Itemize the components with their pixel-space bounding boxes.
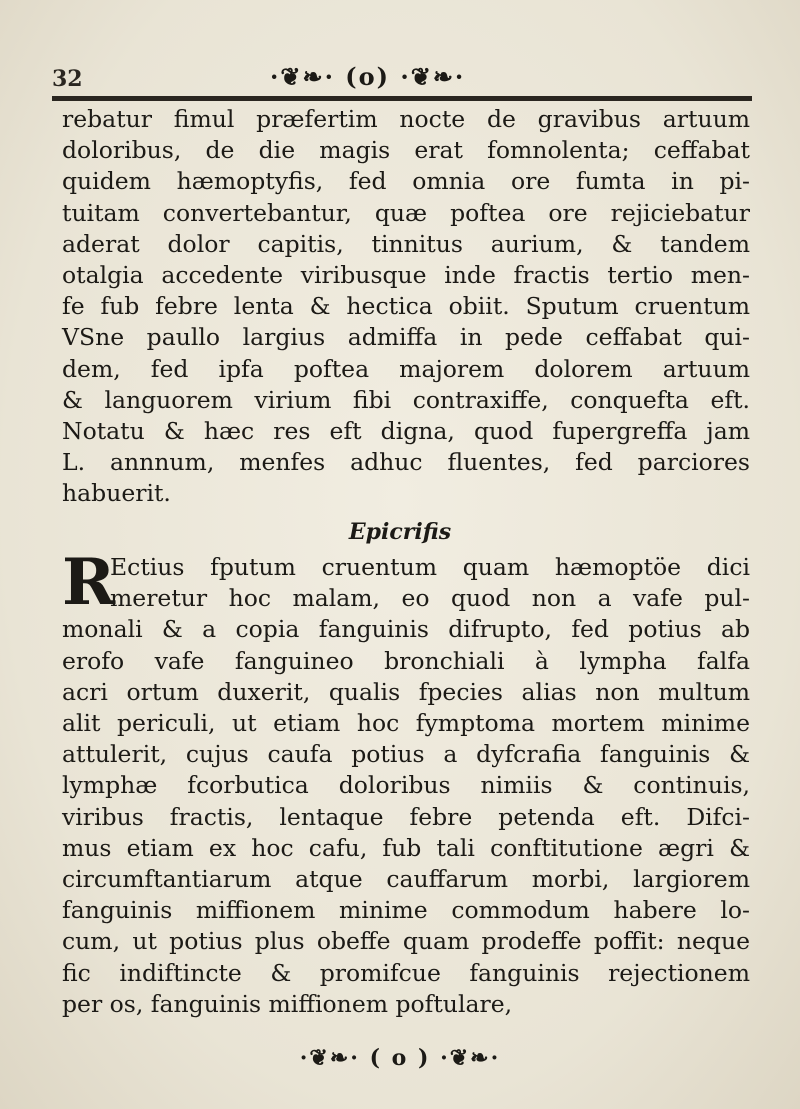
paragraph-1: [62, 104, 750, 510]
text-line: per os, fanguinis miffionem poftulare,: [62, 989, 513, 1018]
page-header: [52, 62, 752, 92]
text-line: cum, ut potius plus obeffe quam prodeffe poffit: neque: [62, 927, 750, 956]
text-line: viribus fractis, lentaque febre petenda eft. Difci-: [62, 802, 750, 831]
text-line: Ectius fputum cruentum quam hæmoptöe dici: [110, 553, 750, 581]
text-line: rebatur fimul præfertim nocte de gravibus artuum: [62, 105, 750, 133]
text-line: alit periculi, ut etiam hoc fymptoma mortem minime: [62, 709, 750, 738]
footer-ornament: ·❦❧· ( o ) ·❦❧·: [299, 1045, 501, 1071]
text-line: attulerit, cujus caufa potius a dyfcrafia fanguinis &: [62, 740, 750, 769]
text-line: circumftantiarum atque cauffarum morbi, largiorem: [62, 865, 750, 894]
text-line: tuitam convertebantur, quæ poftea ore rejiciebatur: [62, 198, 750, 227]
text-line: aderat dolor capitis, tinnitus aurium, & tandem: [62, 229, 750, 258]
text-line: monali & a copia fanguinis difrupto, fed potius ab: [62, 615, 750, 644]
text-line: VSne paullo largius admiffa in pede ceffabat qui-: [62, 323, 750, 352]
section-heading: Epicrifis: [348, 519, 452, 545]
paragraph-2: [62, 545, 750, 1020]
text-line: mus etiam ex hoc cafu, fub tali conftitutione ægri &: [62, 833, 750, 862]
drop-capital: R: [62, 545, 116, 620]
header-rule: [52, 96, 752, 101]
page-number: 32: [52, 66, 83, 92]
text-line: Notatu & hæc res eft digna, quod fupergreffa jam: [62, 417, 750, 446]
text-line: fe fub febre lenta & hectica obiit. Sputum cruentum: [62, 292, 750, 321]
text-line: fic indiftincte & promifcue fanguinis rejectionem: [62, 958, 750, 987]
text-line: dem, fed ipfa poftea majorem dolorem artuum: [62, 354, 750, 383]
text-line: meretur hoc malam, eo quod non a vafe pul-: [110, 584, 750, 613]
text-line: fanguinis miffionem minime commodum habere lo-: [62, 896, 750, 925]
text-line: acri ortum duxerit, qualis fpecies alias non multum: [62, 677, 750, 706]
text-line: & languorem virium fibi contraxiffe, conquefta eft.: [62, 385, 750, 414]
text-line: L. annnum, menfes adhuc fluentes, fed parciores: [62, 448, 750, 477]
header-ornament: ·❦❧· (o) ·❦❧·: [270, 62, 466, 91]
text-line: lymphæ fcorbutica doloribus nimiis & continuis,: [62, 771, 750, 800]
text-line: erofo vafe fanguineo bronchiali à lympha falfa: [62, 646, 750, 675]
text-line: doloribus, de die magis erat fomnolenta; ceffabat: [62, 136, 750, 165]
text-line: habuerit.: [62, 479, 171, 508]
text-line: otalgia accedente viribusque inde fractis tertio men-: [62, 261, 750, 290]
text-line: quidem hæmoptyfis, fed omnia ore fumta in pi-: [62, 167, 750, 196]
